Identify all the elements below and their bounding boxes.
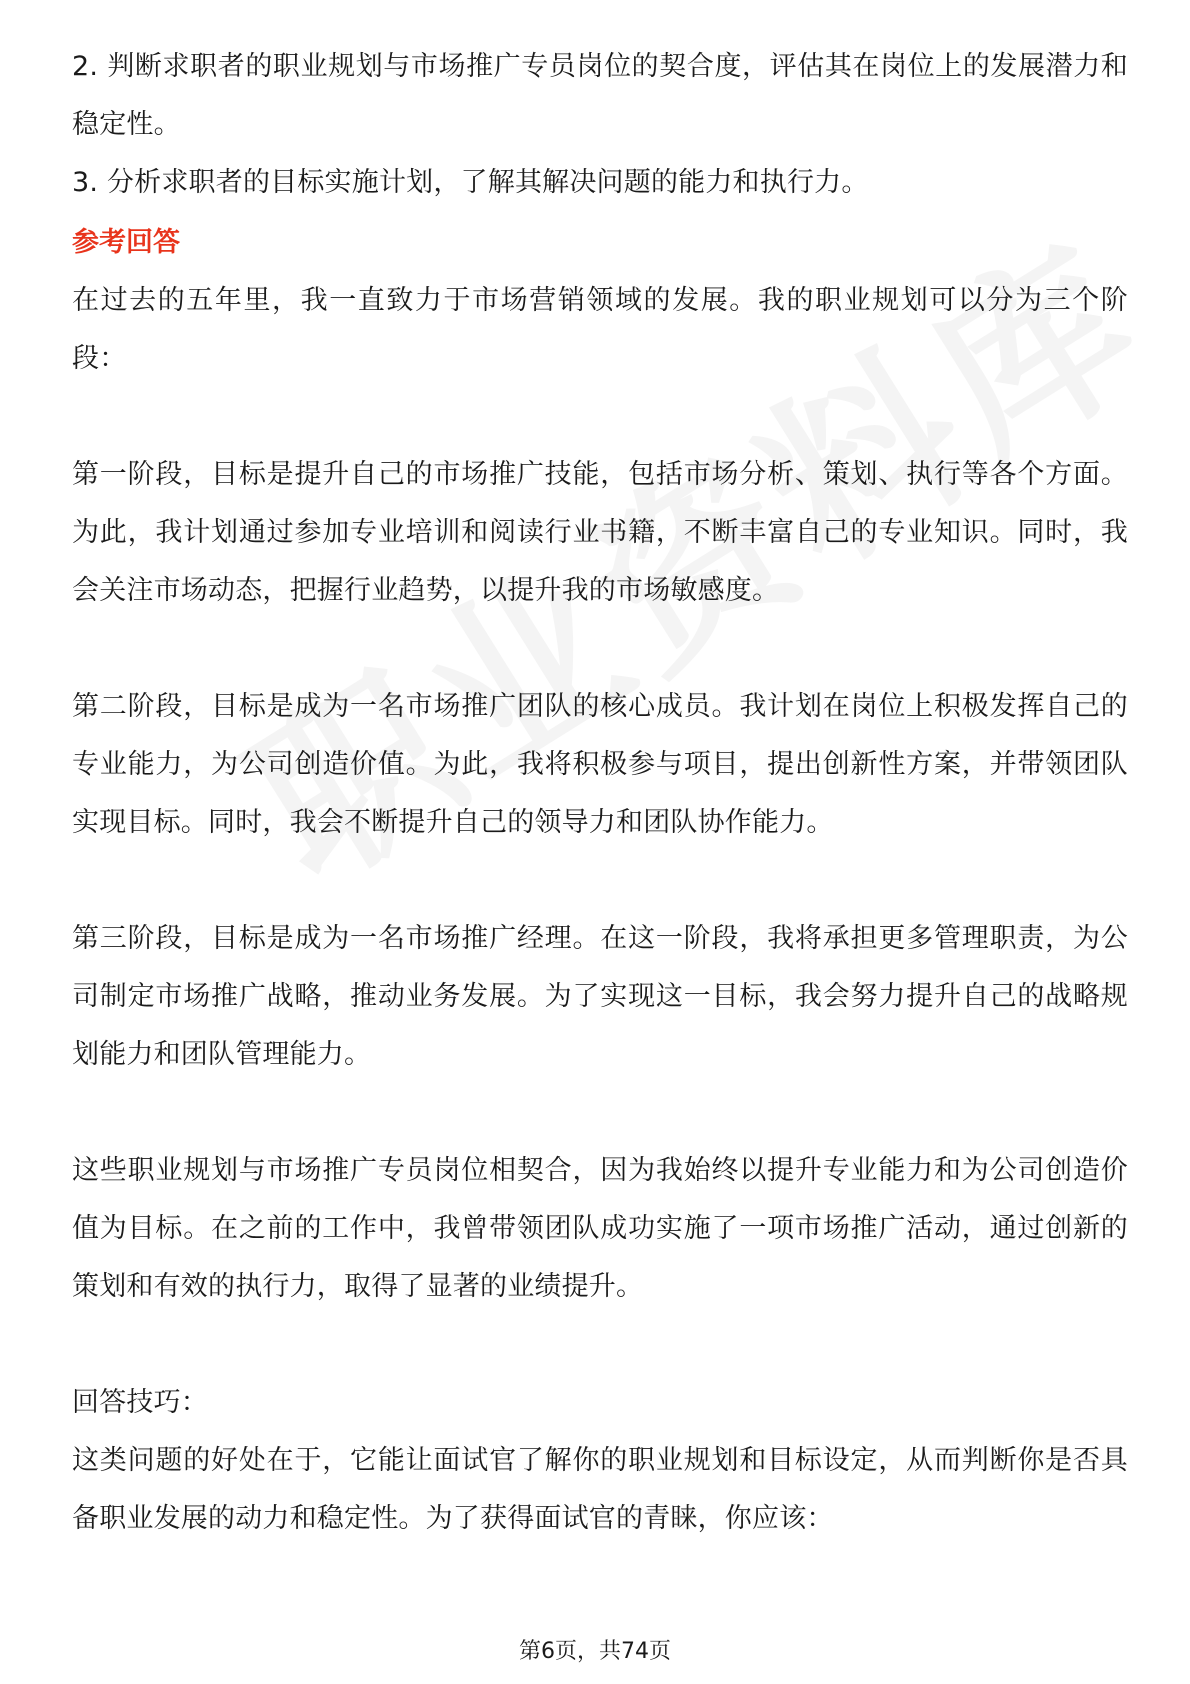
tips-paragraph: 这类问题的好处在于，它能让面试官了解你的职业规划和目标设定，从而判断你是否具备职业发展的动力和稳定性。为了获得面试官的青睐，你应该： (72, 1445, 1128, 1534)
tips-heading: 回答技巧： (72, 1387, 208, 1418)
paragraph-spacer (72, 1084, 1128, 1142)
paragraph-spacer (72, 388, 1128, 446)
answer-paragraph-stage-2: 第二阶段，目标是成为一名市场推广团队的核心成员。我计划在岗位上积极发挥自己的专业能力，为公司创造价值。为此，我将积极参与项目，提出创新性方案，并带领团队实现目标。同时，我会不断提升自己的领导力和团队协作能力。 (72, 691, 1128, 838)
answer-paragraph-stage-1: 第一阶段，目标是提升自己的市场推广技能，包括市场分析、策划、执行等各个方面。为此，我计划通过参加专业培训和阅读行业书籍，不断丰富自己的专业知识。同时，我会关注市场动态，把握行业趋势，以提升我的市场敏感度。 (72, 459, 1128, 606)
answer-heading: 参考回答 (72, 227, 180, 258)
paragraph-spacer (72, 1316, 1128, 1374)
list-item-2: 2. 判断求职者的职业规划与市场推广专员岗位的契合度，评估其在岗位上的发展潜力和稳定性。 (72, 51, 1128, 140)
document-body (72, 38, 1128, 1548)
paragraph-spacer (72, 620, 1128, 678)
page-number: 第6页，共74页 (519, 1639, 671, 1664)
list-item-3: 3. 分析求职者的目标实施计划，了解其解决问题的能力和执行力。 (72, 167, 869, 198)
answer-paragraph-intro: 在过去的五年里，我一直致力于市场营销领域的发展。我的职业规划可以分为三个阶段： (72, 285, 1128, 374)
answer-paragraph-stage-3: 第三阶段，目标是成为一名市场推广经理。在这一阶段，我将承担更多管理职责，为公司制定市场推广战略，推动业务发展。为了实现这一目标，我会努力提升自己的战略规划能力和团队管理能力。 (72, 923, 1128, 1070)
answer-paragraph-fit: 这些职业规划与市场推广专员岗位相契合，因为我始终以提升专业能力和为公司创造价值为目标。在之前的工作中，我曾带领团队成功实施了一项市场推广活动，通过创新的策划和有效的执行力，取得了显著的业绩提升。 (72, 1155, 1128, 1302)
paragraph-spacer (72, 852, 1128, 910)
